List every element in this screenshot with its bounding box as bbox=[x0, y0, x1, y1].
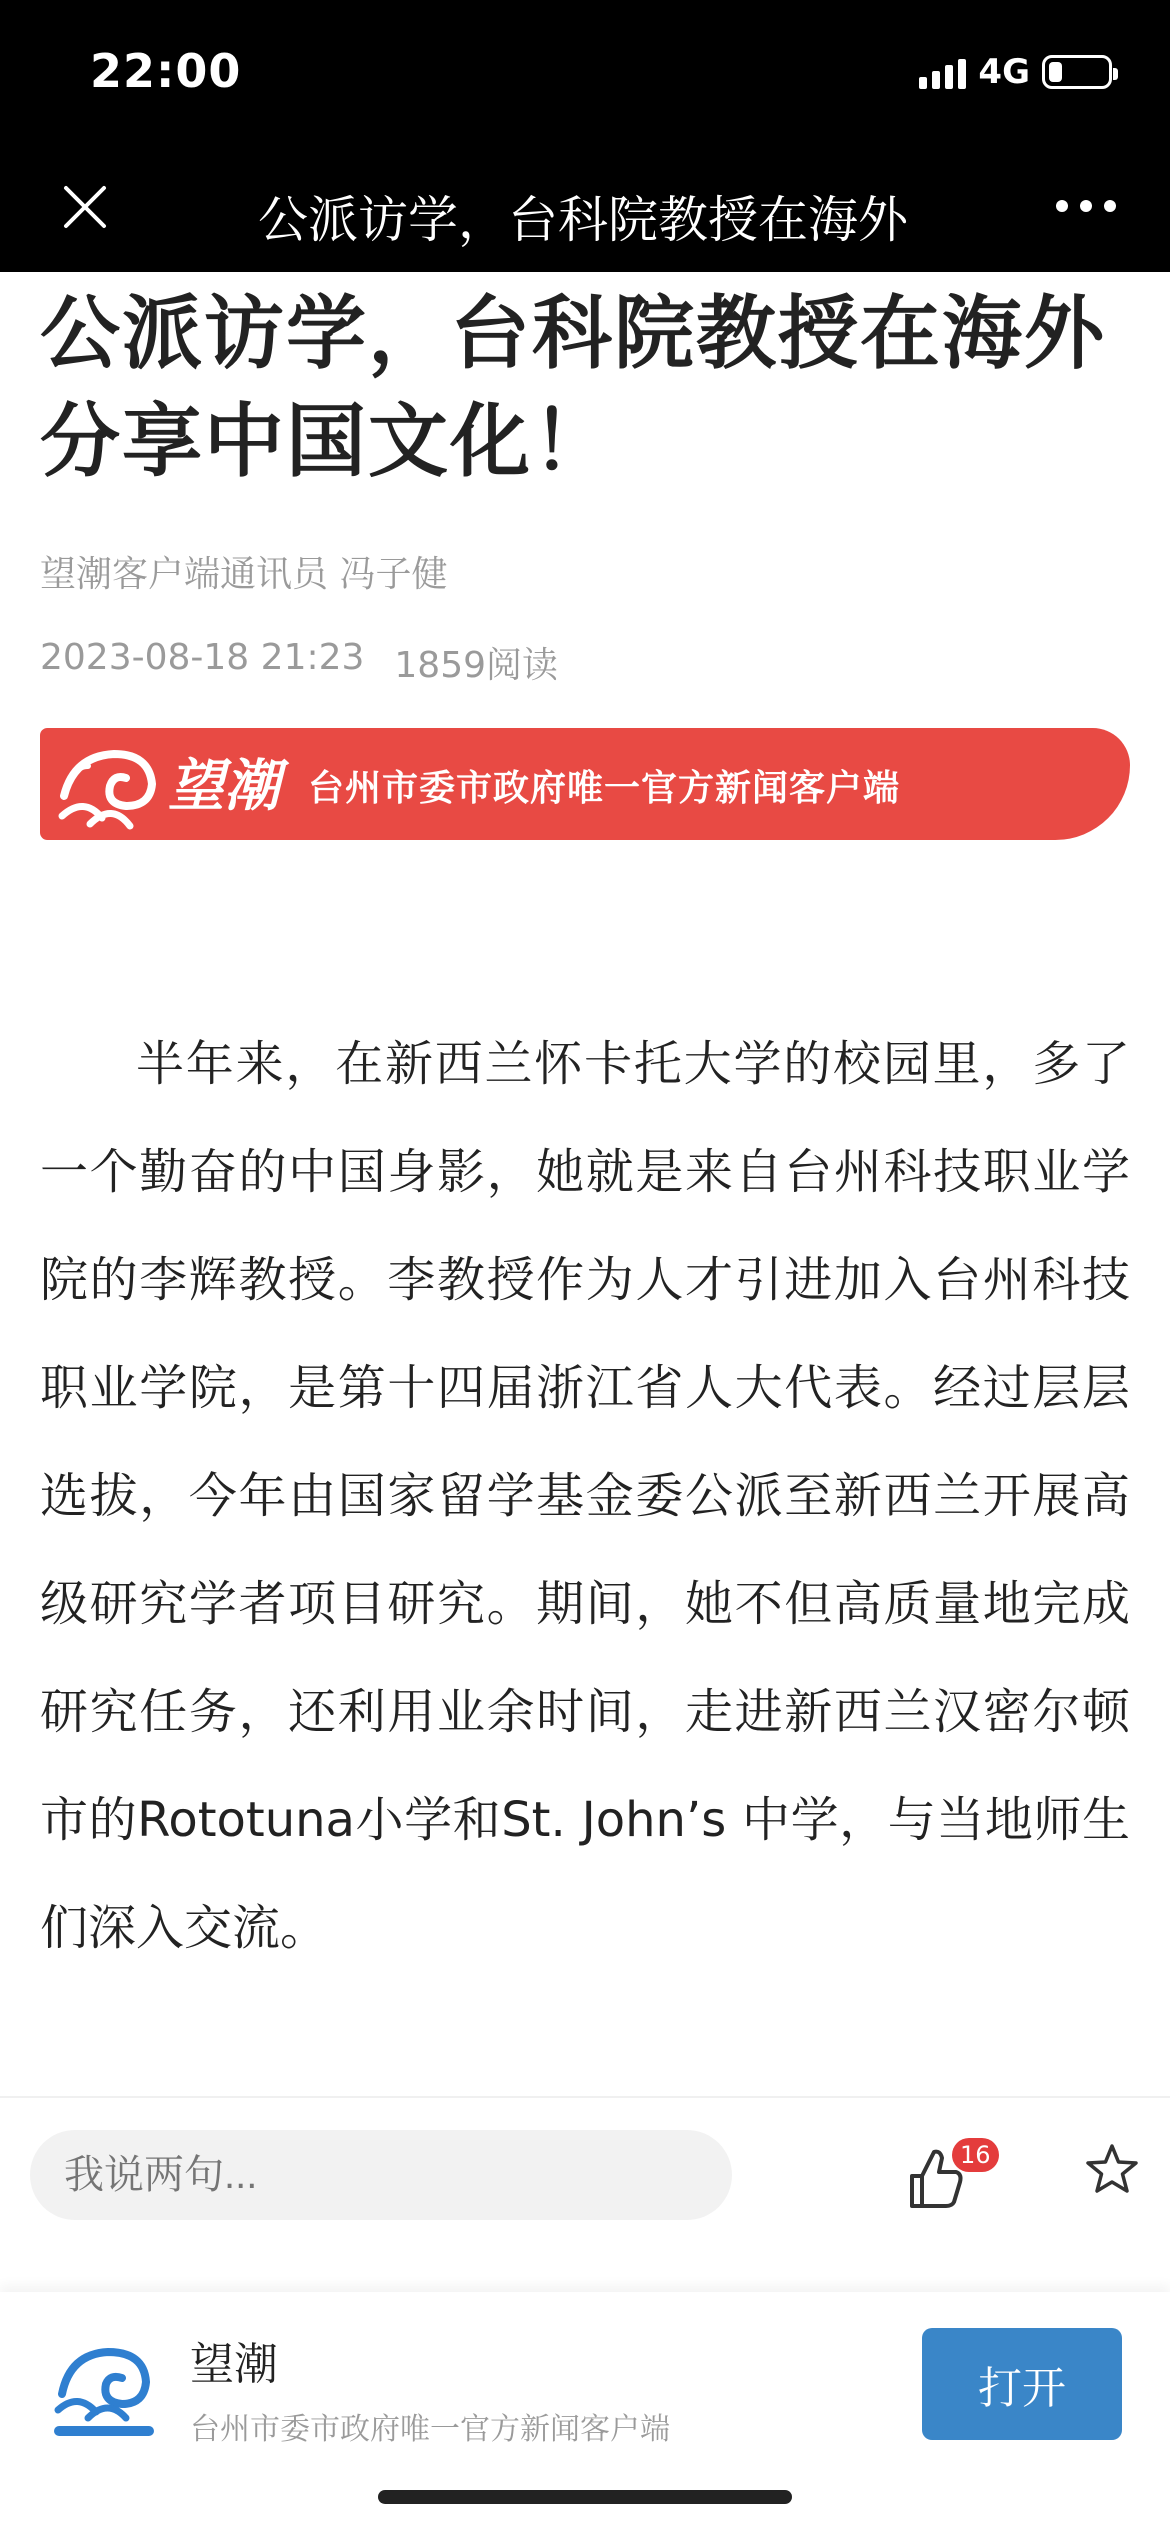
signal-icon bbox=[919, 55, 966, 89]
article-header bbox=[40, 272, 1130, 688]
article-title: 公派访学，台科院教授在海外分享中国文化！ bbox=[40, 287, 1106, 488]
battery-icon bbox=[1042, 55, 1112, 89]
comment-bar bbox=[0, 2096, 1170, 2292]
home-indicator[interactable] bbox=[378, 2490, 792, 2504]
star-icon[interactable] bbox=[1084, 2142, 1140, 2198]
status-indicators bbox=[919, 52, 1112, 92]
article-author: 望潮客户端通讯员 冯子健 bbox=[40, 554, 448, 595]
like-count-badge: 16 bbox=[952, 2138, 999, 2172]
close-icon[interactable] bbox=[60, 182, 110, 232]
banner-brand: 望潮 bbox=[168, 753, 280, 819]
article-reads: 1859阅读 bbox=[394, 645, 559, 686]
article-body: 半年来，在新西兰怀卡托大学的校园里，多了一个勤奋的中国身影，她就是来自台州科技职业学院的李辉教授。李教授作为人才引进加入台州科技职业学院，是第十四届浙江省人大代表。经过层层选拔，今年由国家留学基金委公派至新西兰开展高级研究学者项目研究。期间，她不但高质量地完成研究任务，还利用业余时间，走进新西兰汉密尔顿市的Rototuna小学和St. John’s 中学，与当地师生们深入交流。 bbox=[40, 1036, 1130, 1956]
promo-app-name: 望潮 bbox=[190, 2339, 278, 2390]
top-bar bbox=[0, 0, 1170, 272]
wave-logo-icon bbox=[54, 736, 164, 832]
network-type: 4G bbox=[978, 52, 1030, 92]
app-banner[interactable] bbox=[40, 728, 1130, 840]
open-app-button[interactable]: 打开 bbox=[922, 2328, 1122, 2440]
more-icon[interactable] bbox=[1056, 200, 1116, 212]
banner-slogan: 台州市委市政府唯一官方新闻客户端 bbox=[308, 768, 901, 809]
nav-header bbox=[0, 160, 1170, 270]
app-logo-icon bbox=[44, 2332, 164, 2442]
article-meta bbox=[40, 637, 1130, 688]
status-time: 22:00 bbox=[90, 44, 242, 98]
comment-input[interactable] bbox=[30, 2130, 732, 2220]
article-date: 2023-08-18 21:23 bbox=[40, 637, 365, 678]
nav-title: 公派访学，台科院教授在海外 bbox=[258, 191, 908, 249]
promo-subtitle: 台州市委市政府唯一官方新闻客户端 bbox=[190, 2412, 670, 2447]
